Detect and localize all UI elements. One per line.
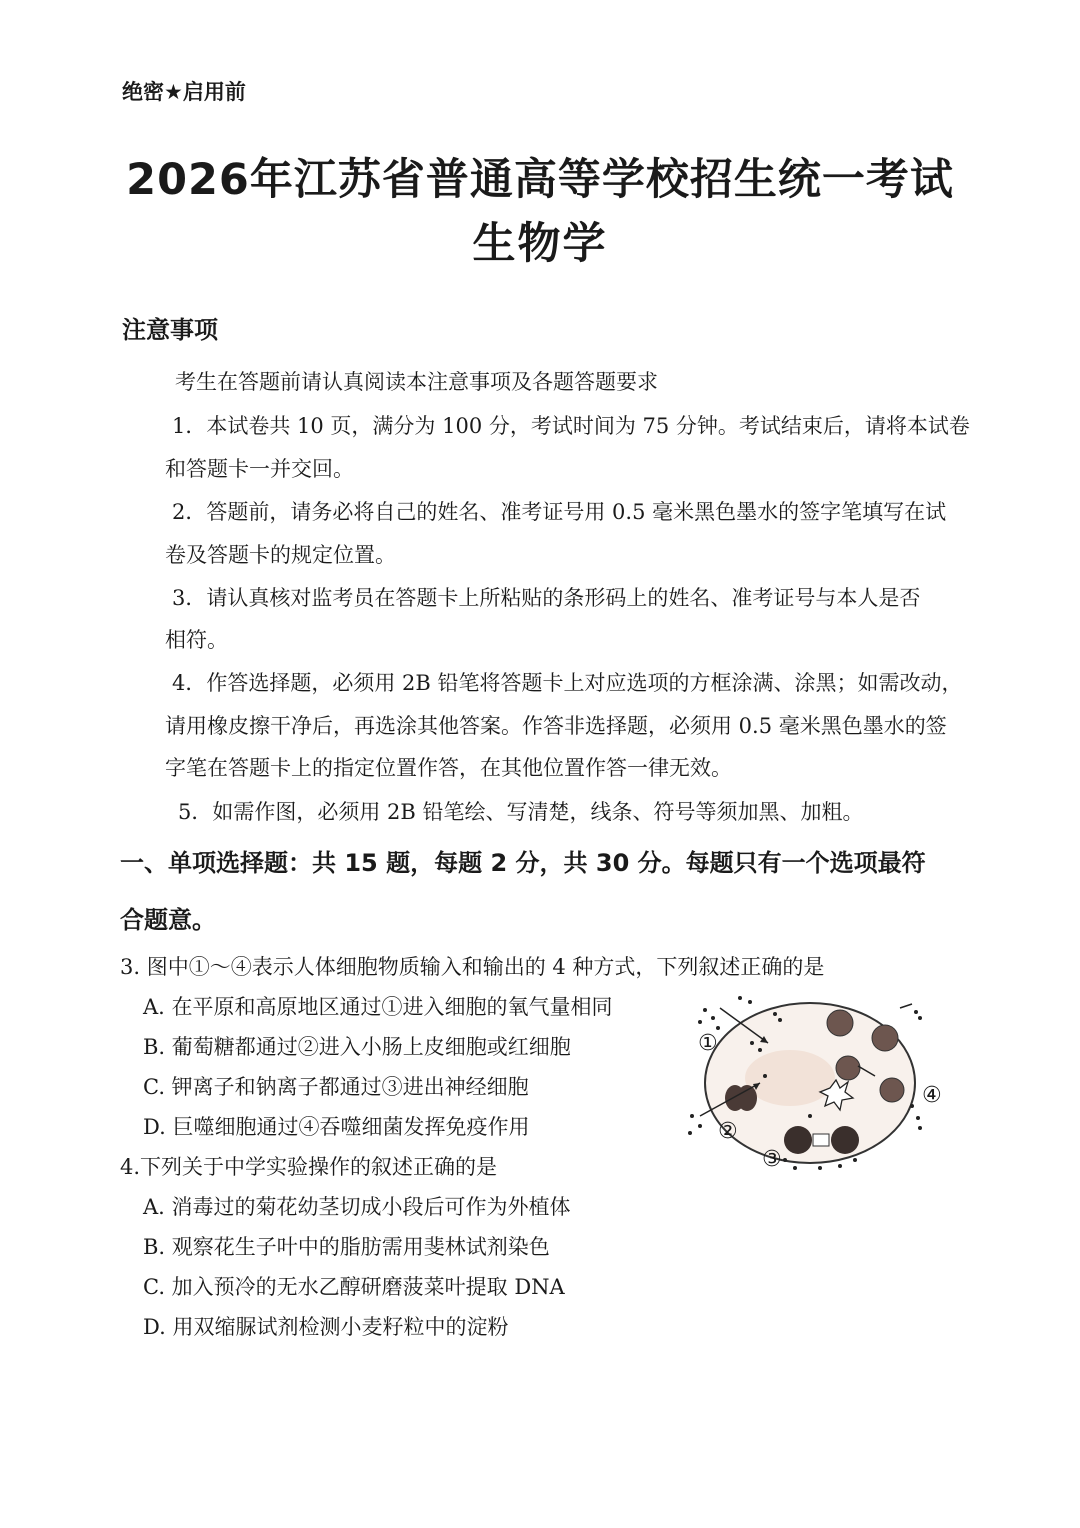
question-4-option-a: A. 消毒过的菊花幼茎切成小段后可作为外植体 [143,1195,571,1219]
notice-item-4-line-3: 字笔在答题卡上的指定位置作答，在其他位置作答一律无效。 [165,756,732,780]
cytoplasm-shading [745,1050,835,1106]
question-3-option-c: C. 钾离子和钠离子都通过③进出神经细胞 [143,1075,529,1099]
question-4-stem: 4.下列关于中学实验操作的叙述正确的是 [120,1155,498,1179]
notice-item-2-line-2: 卷及答题卡的规定位置。 [165,543,396,567]
notice-item-5-line-1: 5．如需作图，必须用 2B 铅笔绘、写清楚，线条、符号等须加黑、加粗。 [178,800,864,824]
question-3-option-d: D. 巨噬细胞通过④吞噬细菌发挥免疫作用 [143,1115,530,1139]
subject-title: 生物学 [472,219,608,269]
exam-title: 2026年江苏省普通高等学校招生统一考试 [126,155,954,205]
section-heading-line-2: 合题意。 [120,906,216,934]
notice-item-4-line-2: 请用橡皮擦干净后，再选涂其他答案。作答非选择题，必须用 0.5 毫米黑色墨水的签 [165,714,947,738]
notice-item-3-line-1: 3．请认真核对监考员在答题卡上所粘贴的条形码上的姓名、准考证号与本人是否 [172,586,921,610]
question-4-option-b: B. 观察花生子叶中的脂肪需用斐林试剂染色 [143,1235,550,1259]
notice-item-4-line-1: 4．作答选择题，必须用 2B 铅笔将答题卡上对应选项的方框涂满、涂黑；如需改动， [172,671,963,695]
cell-transport-figure [680,988,955,1188]
question-3-stem: 3. 图中①～④表示人体细胞物质输入和输出的 4 种方式，下列叙述正确的是 [120,955,825,979]
figure-label-4: ④ [922,1083,942,1108]
notice-item-2-line-1: 2．答题前，请务必将自己的姓名、准考证号用 0.5 毫米黑色墨水的签字笔填写在试 [172,500,947,524]
notice-intro: 考生在答题前请认真阅读本注意事项及各题答题要求 [175,370,658,394]
secrecy-label: 绝密★启用前 [122,80,246,104]
question-4-option-d: D. 用双缩脲试剂检测小麦籽粒中的淀粉 [143,1315,509,1339]
section-heading-line-1: 一、单项选择题：共 15 题，每题 2 分，共 30 分。每题只有一个选项最符 [120,849,926,877]
notice-heading: 注意事项 [122,316,218,344]
question-4-option-c: C. 加入预冷的无水乙醇研磨菠菜叶提取 DNA [143,1275,565,1299]
notice-item-3-line-2: 相符。 [165,628,228,652]
question-3-option-b: B. 葡萄糖都通过②进入小肠上皮细胞或红细胞 [143,1035,571,1059]
notice-item-1-line-2: 和答题卡一并交回。 [165,457,354,481]
notice-item-1-line-1: 1．本试卷共 10 页，满分为 100 分，考试时间为 75 分钟。考试结束后，请将本试卷 [172,414,970,438]
figure-label-2: ② [718,1119,738,1144]
figure-label-1: ① [698,1031,718,1056]
figure-label-3: ③ [762,1147,782,1172]
question-3-option-a: A. 在平原和高原地区通过①进入细胞的氧气量相同 [143,995,613,1019]
